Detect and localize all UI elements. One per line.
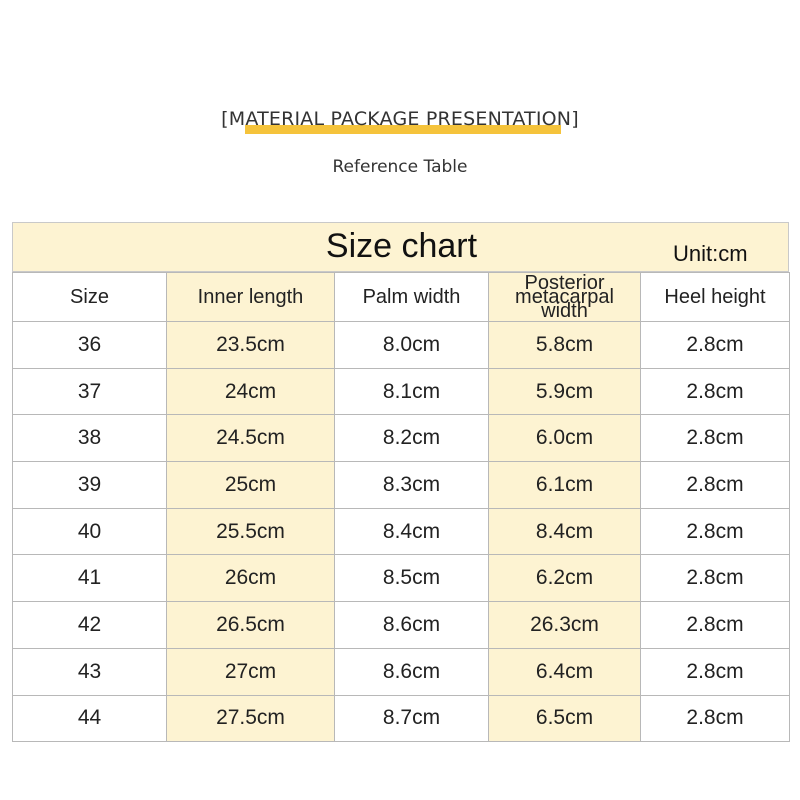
cell-heel-height: 2.8cm <box>641 508 790 555</box>
cell-palm-width: 8.6cm <box>335 648 489 695</box>
cell-heel-height: 2.8cm <box>641 695 790 742</box>
column-header-size: Size <box>13 273 167 322</box>
cell-palm-width: 8.6cm <box>335 602 489 649</box>
cell-posterior-metacarpal-width: 6.2cm <box>489 555 641 602</box>
cell-heel-height: 2.8cm <box>641 415 790 462</box>
page-title <box>221 108 579 130</box>
size-table <box>12 272 790 742</box>
cell-inner-length: 27cm <box>167 648 335 695</box>
cell-posterior-metacarpal-width: 5.9cm <box>489 368 641 415</box>
table-row <box>13 368 790 415</box>
table-row <box>13 508 790 555</box>
cell-size: 38 <box>13 415 167 462</box>
table-row <box>13 322 790 369</box>
cell-inner-length: 23.5cm <box>167 322 335 369</box>
size-chart-title: Size chart <box>325 227 478 265</box>
size-chart <box>12 222 789 740</box>
cell-posterior-metacarpal-width: 8.4cm <box>489 508 641 555</box>
cell-posterior-metacarpal-width: 5.8cm <box>489 322 641 369</box>
page-title-text: [MATERIAL PACKAGE PRESENTATION] <box>221 108 579 130</box>
cell-size: 44 <box>13 695 167 742</box>
table-header-row <box>13 273 790 322</box>
cell-inner-length: 24cm <box>167 368 335 415</box>
cell-palm-width: 8.1cm <box>335 368 489 415</box>
cell-inner-length: 25.5cm <box>167 508 335 555</box>
page-heading <box>0 108 800 130</box>
table-row <box>13 602 790 649</box>
cell-heel-height: 2.8cm <box>641 648 790 695</box>
cell-palm-width: 8.5cm <box>335 555 489 602</box>
column-header-inner-length: Inner length <box>167 273 335 322</box>
table-row <box>13 415 790 462</box>
cell-inner-length: 26.5cm <box>167 602 335 649</box>
cell-palm-width: 8.7cm <box>335 695 489 742</box>
cell-heel-height: 2.8cm <box>641 368 790 415</box>
cell-heel-height: 2.8cm <box>641 322 790 369</box>
column-header-posterior-metacarpal-width: Posterior metacarpal width <box>489 273 641 322</box>
cell-palm-width: 8.4cm <box>335 508 489 555</box>
cell-size: 37 <box>13 368 167 415</box>
cell-size: 42 <box>13 602 167 649</box>
cell-inner-length: 27.5cm <box>167 695 335 742</box>
cell-inner-length: 24.5cm <box>167 415 335 462</box>
cell-posterior-metacarpal-width: 6.4cm <box>489 648 641 695</box>
cell-heel-height: 2.8cm <box>641 602 790 649</box>
cell-size: 40 <box>13 508 167 555</box>
cell-posterior-metacarpal-width: 6.1cm <box>489 462 641 509</box>
cell-posterior-metacarpal-width: 26.3cm <box>489 602 641 649</box>
size-chart-header <box>12 222 789 272</box>
cell-posterior-metacarpal-width: 6.5cm <box>489 695 641 742</box>
cell-heel-height: 2.8cm <box>641 462 790 509</box>
cell-heel-height: 2.8cm <box>641 555 790 602</box>
table-row <box>13 462 790 509</box>
page-subtitle: Reference Table <box>332 157 468 177</box>
cell-inner-length: 26cm <box>167 555 335 602</box>
column-header-heel-height: Heel height <box>641 273 790 322</box>
column-header-palm-width: Palm width <box>335 273 489 322</box>
size-table-body <box>13 322 790 742</box>
cell-size: 43 <box>13 648 167 695</box>
cell-inner-length: 25cm <box>167 462 335 509</box>
cell-size: 41 <box>13 555 167 602</box>
cell-posterior-metacarpal-width: 6.0cm <box>489 415 641 462</box>
cell-palm-width: 8.2cm <box>335 415 489 462</box>
size-chart-unit: Unit:cm <box>673 241 748 266</box>
cell-palm-width: 8.3cm <box>335 462 489 509</box>
table-row <box>13 648 790 695</box>
cell-palm-width: 8.0cm <box>335 322 489 369</box>
table-row <box>13 695 790 742</box>
table-row <box>13 555 790 602</box>
cell-size: 39 <box>13 462 167 509</box>
cell-size: 36 <box>13 322 167 369</box>
